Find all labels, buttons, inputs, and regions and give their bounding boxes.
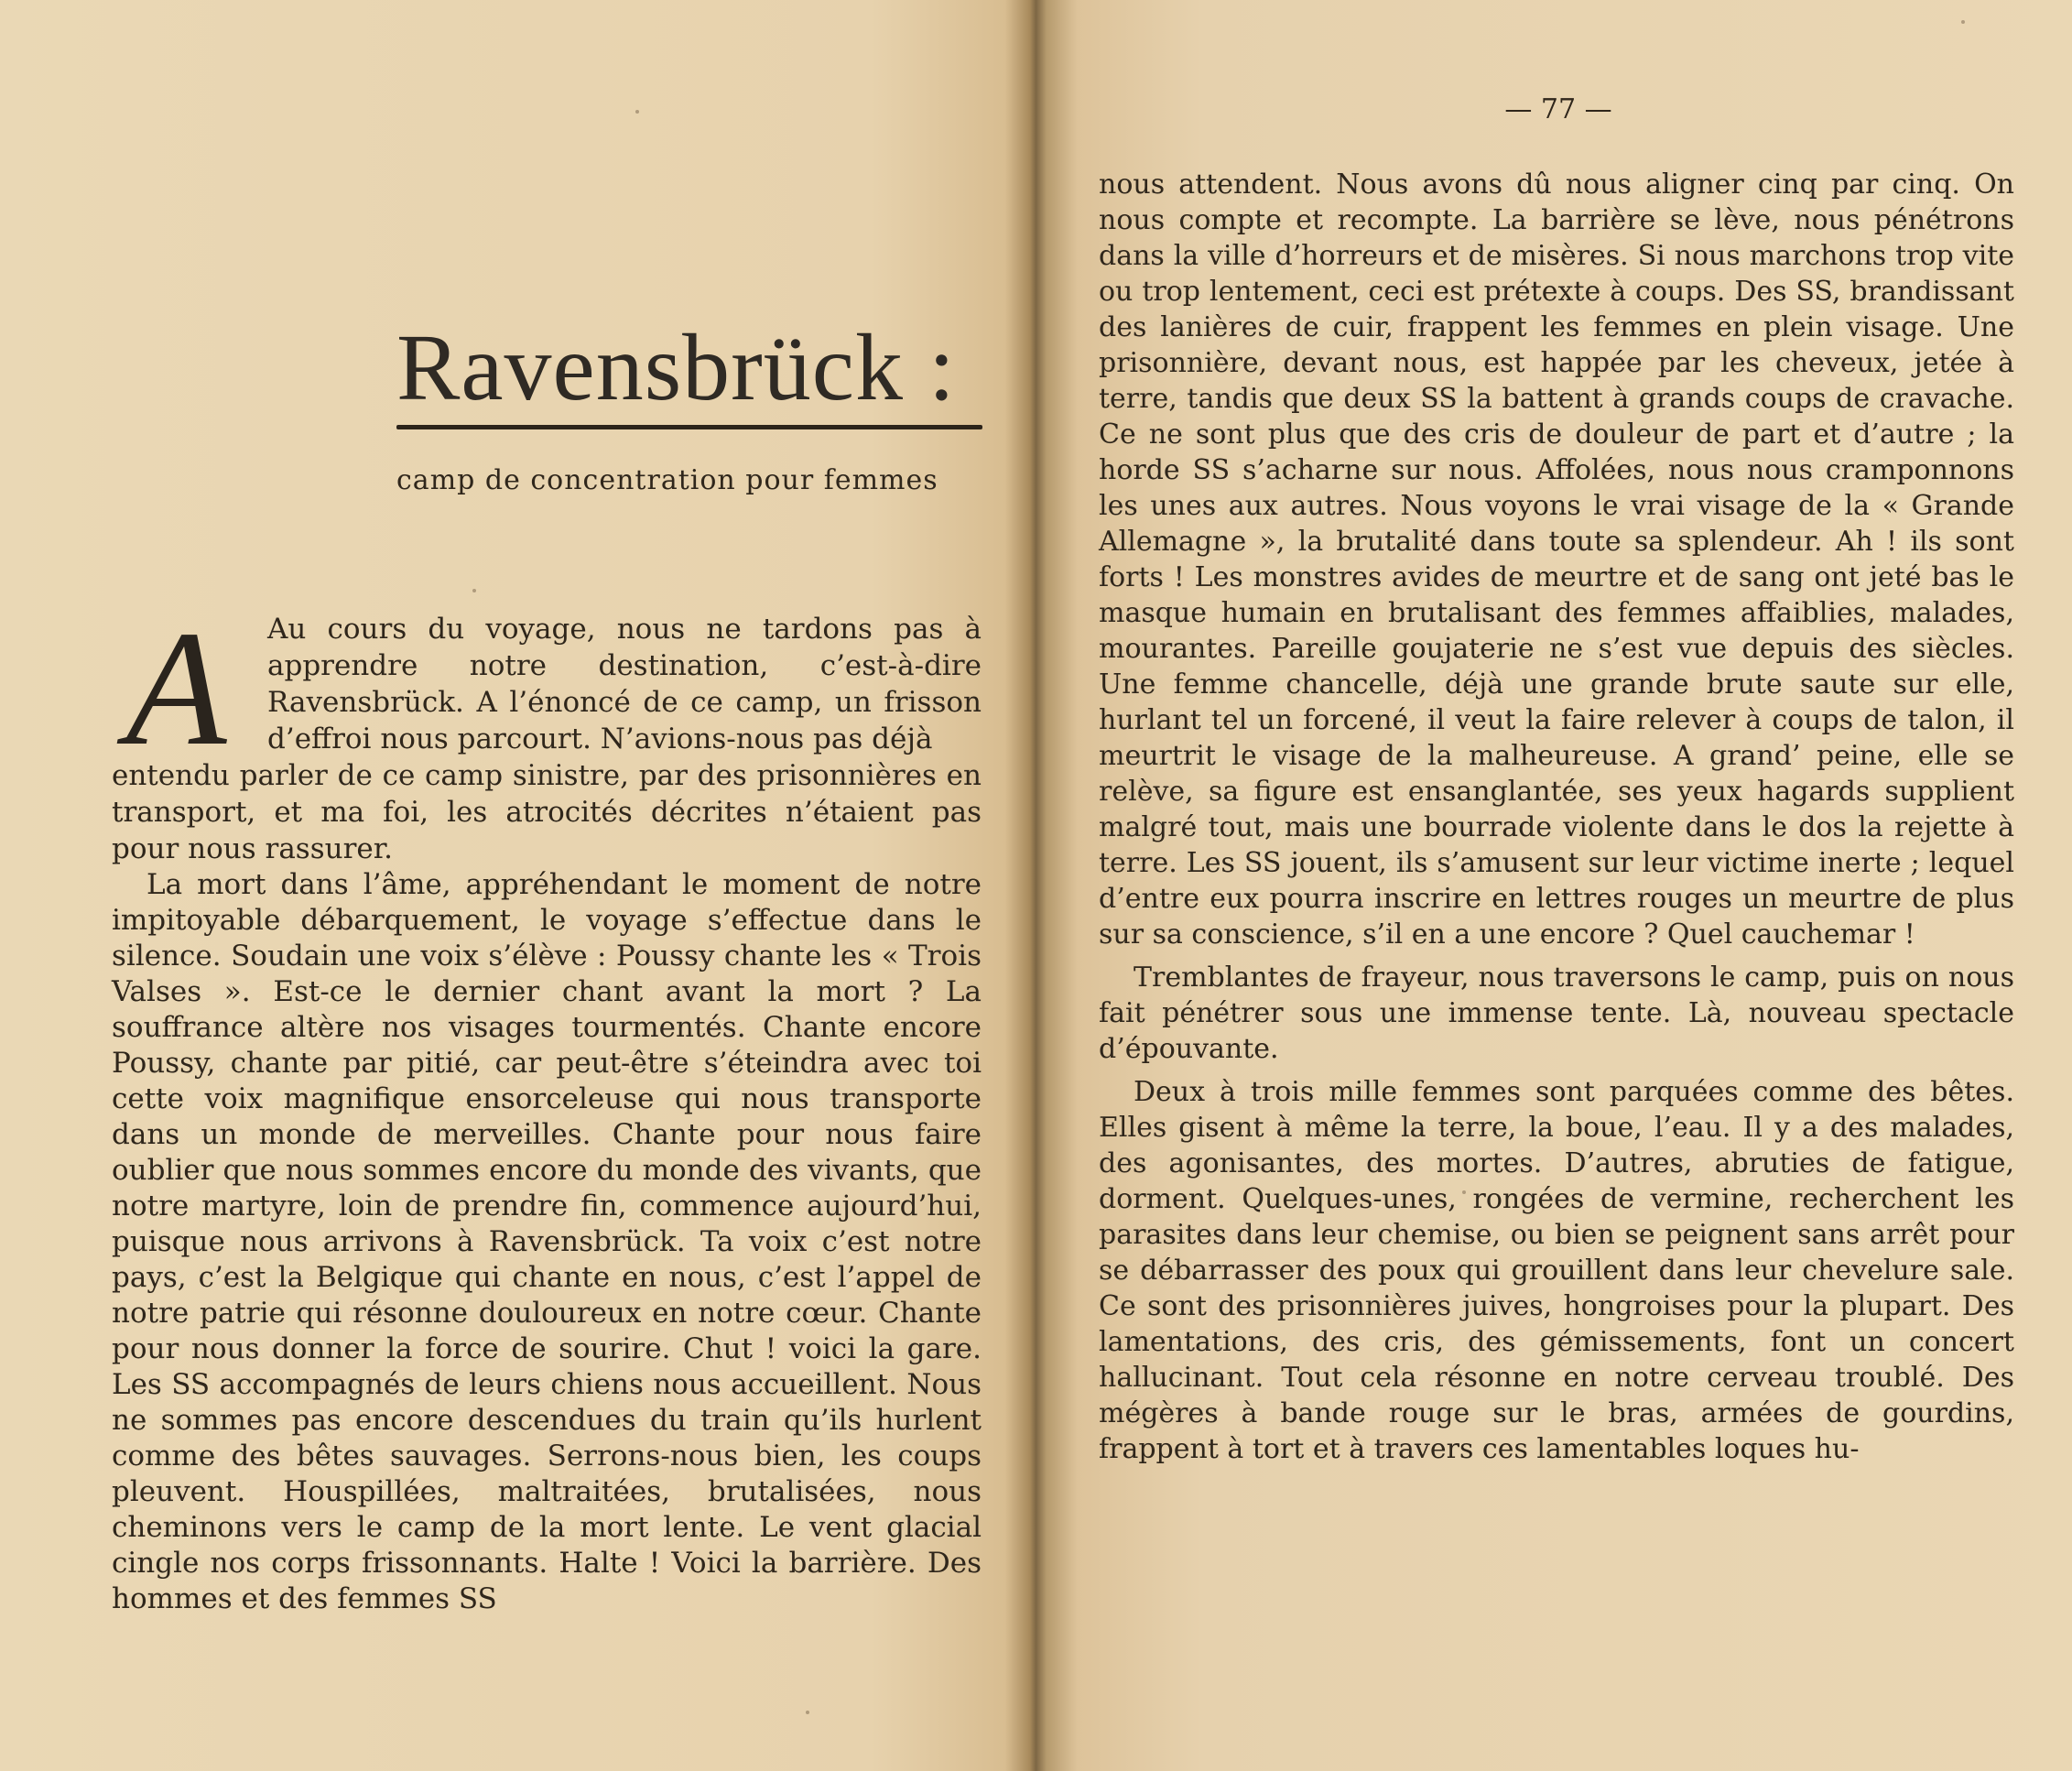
- lead-paragraph-part-2: entendu parler de ce camp sinistre, par des prisonnières en transport, et ma foi, les atrocités décrites n’étaient pas pour nous rassurer.: [112, 759, 982, 865]
- left-body-text: [112, 611, 982, 1617]
- right-paragraph-3: Deux à trois mille femmes sont parquées comme des bêtes. Elles gisent à même la terre, la boue, l’eau. Il y a des malades, des agonisantes, des mortes. D’autres, abruties de fatigue, dorment. Quelques-unes, rongées de vermine, recherchent les parasites dans leur chemise, ou bien se peignent sans arrêt pour se débarrasser des poux qui grouillent dans leur chevelure sale. Ce sont des prisonnières juives, hongroises pour la plupart. Des lamentations, des cris, des gémissements, font un concert hallucinant. Tout cela résonne en notre cerveau troublé. Des mégères à bande rouge sur le bras, armées de gourdins, frappent à tort et à travers ces lamentables loques hu-: [1099, 1076, 2014, 1465]
- chapter-title: Ravensbrück :: [396, 315, 956, 420]
- paper-speck: [1961, 20, 1965, 24]
- lead-paragraph-part-1: Au cours du voyage, nous ne tardons pas à apprendre notre destination, c’est-à-dire Ravensbrück. A l’énoncé de ce camp, un frisson d’effroi nous parcourt. N’avions-nous pas déjà: [267, 613, 982, 755]
- page-number: — 77 —: [1504, 93, 1612, 125]
- paper-speck: [635, 110, 639, 114]
- paper-speck: [806, 1711, 809, 1714]
- right-paragraph-2: Tremblantes de frayeur, nous traversons le camp, puis on nous fait pénétrer sous une immense tente. Là, nouveau spectacle d’épouvante.: [1099, 962, 2014, 1065]
- chapter-heading: [396, 315, 982, 496]
- paper-speck: [472, 589, 476, 592]
- chapter-subtitle: camp de concentration pour femmes: [396, 464, 938, 496]
- drop-cap-letter: A: [125, 597, 227, 779]
- paper-speck: [1462, 1190, 1466, 1194]
- right-paragraph-1: nous attendent. Nous avons dû nous aligner cinq par cinq. On nous compte et recompte. La barrière se lève, nous pénétrons dans la ville d’horreurs et de misères. Si nous marchons trop vite ou trop lentement, ceci est prétexte à coups. Des SS, brandissant des lanières de cuir, frappent les femmes en plein visage. Une prisonnière, devant nous, est happée par les cheveux, jetée à terre, tandis que deux SS la battent à grands coups de cravache. Ce ne sont plus que des cris de douleur de part et d’autre ; la horde SS s’acharne sur nous. Affolées, nous nous cramponnons les unes aux autres. Nous voyons le vrai visage de la « Grande Allemagne », la brutalité dans toute sa splendeur. Ah ! ils sont forts ! Les monstres avides de meurtre et de sang ont jeté bas le masque humain en brutalisant des femmes affaiblies, malades, mourantes. Pareille goujaterie ne s’est vue depuis des siècles. Une femme chancelle, déjà une grande brute saute sur elle, hurlant tel un forcené, il veut la faire relever à coups de talon, il meurtrit le visage de la malheureuse. A grand’ peine, elle se relève, sa figure est ensanglantée, ses yeux hagards supplient malgré tout, mais une bourrade violente dans le dos la rejette à terre. Les SS jouent, ils s’amusent sur leur victime inerte ; lequel d’entre eux pourra inscrire en lettres rouges un meurtre de plus sur sa conscience, s’il en a une encore ? Quel cauchemar !: [1099, 168, 2014, 951]
- right-page: [1046, 0, 2072, 1771]
- right-body-text: [1099, 167, 2014, 1467]
- lead-paragraph: [112, 611, 982, 867]
- title-divider: [396, 425, 982, 429]
- left-page: [0, 0, 1025, 1771]
- left-paragraph-2: La mort dans l’âme, appréhendant le moment de notre impitoyable débarquement, le voyage s’effectue dans le silence. Soudain une voix s’élève : Poussy chante les « Trois Valses ». Est-ce le dernier chant avant la mort ? La souffrance altère nos visages tourmentés. Chante encore Poussy, chante par pitié, car peut-être s’éteindra avec toi cette voix magnifique ensorceleuse qui nous transporte dans un monde de merveilles. Chante pour nous faire oublier que nous sommes encore du monde des vivants, que notre martyre, loin de prendre fin, commence aujourd’hui, puisque nous arrivons à Ravensbrück. Ta voix c’est notre pays, c’est la Belgique qui chante en nous, c’est l’appel de notre patrie qui résonne douloureux en notre cœur. Chante pour nous donner la force de sourire. Chut ! voici la gare. Les SS accompagnés de leurs chiens nous accueillent. Nous ne sommes pas encore descendues du train qu’ils hurlent comme des bêtes sauvages. Serrons-nous bien, les coups pleuvent. Houspillées, maltraitées, brutalisées, nous cheminons vers le camp de la mort lente. Le vent glacial cingle nos corps frissonnants. Halte ! Voici la barrière. Des hommes et des femmes SS: [112, 868, 982, 1615]
